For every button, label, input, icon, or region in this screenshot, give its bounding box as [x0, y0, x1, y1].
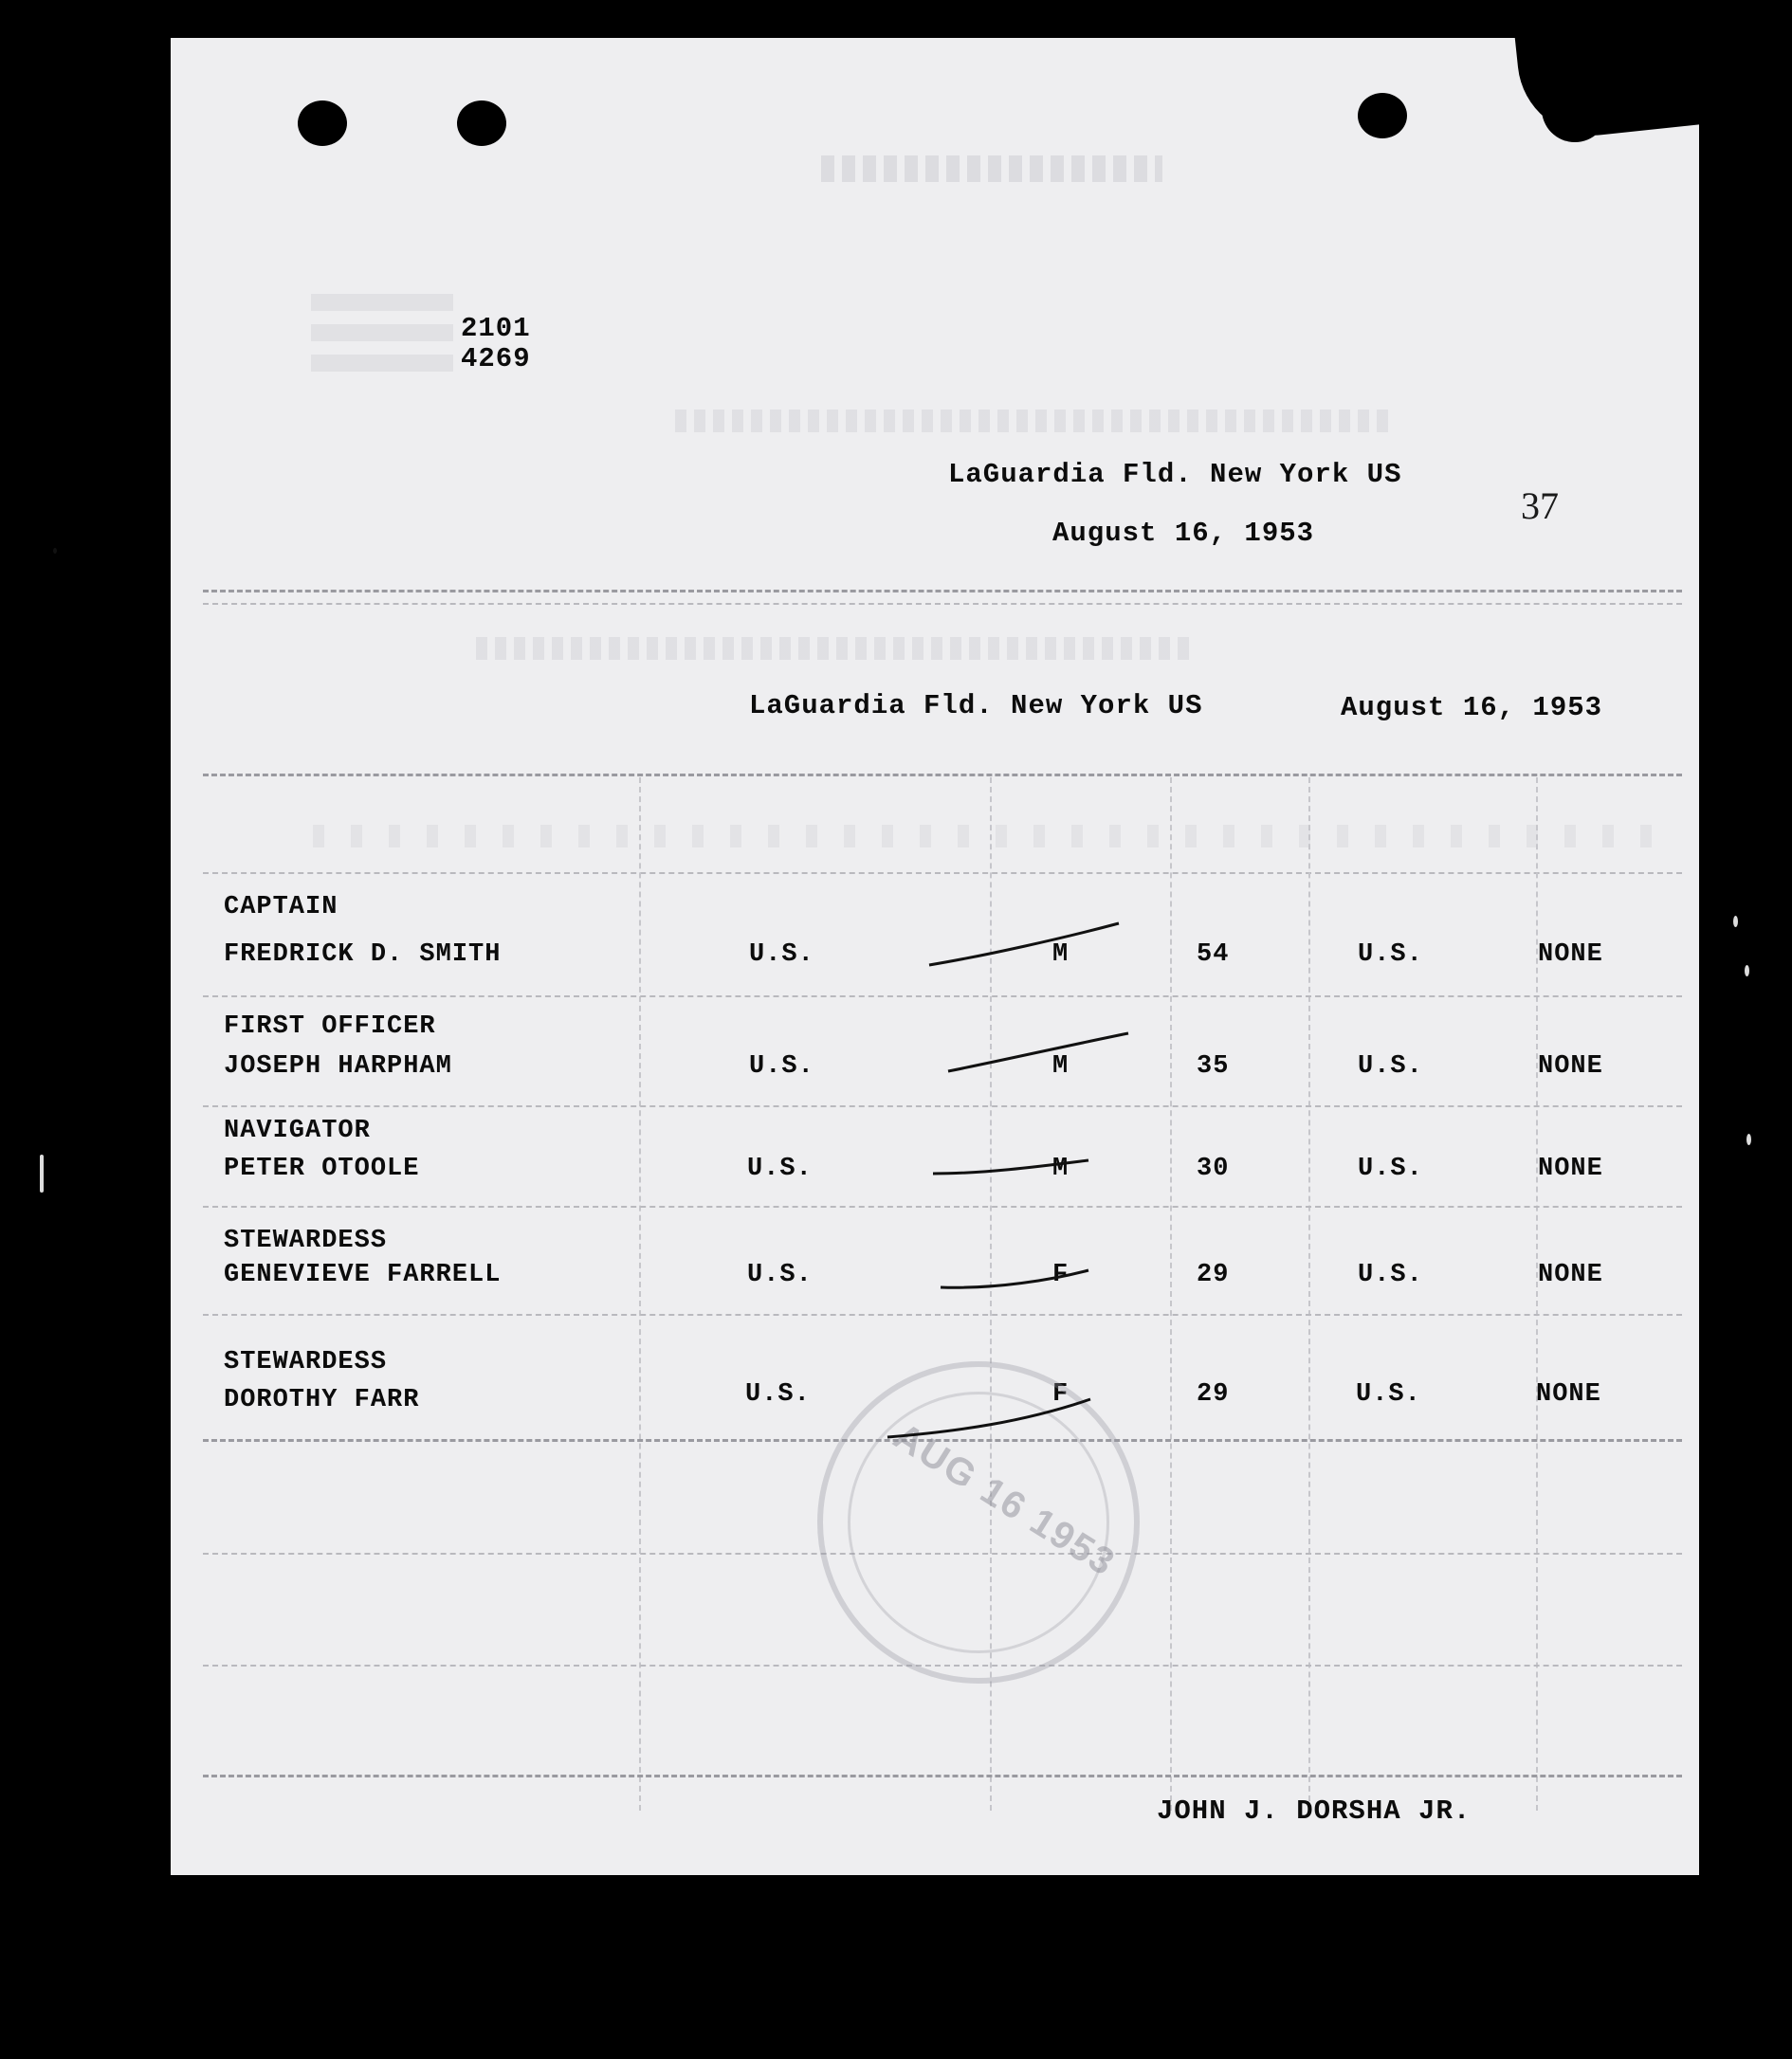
margin-speck: [1746, 1134, 1751, 1145]
crew-name: FREDRICK D. SMITH: [224, 940, 502, 969]
pen-check-marks: [171, 38, 1699, 1875]
crew-nationality: U.S.: [747, 1261, 813, 1289]
crew-position: STEWARDESS: [224, 1348, 388, 1376]
crew-remarks: NONE: [1536, 1380, 1601, 1409]
crew-position: STEWARDESS: [224, 1227, 388, 1255]
crew-remarks: NONE: [1538, 1052, 1603, 1081]
crew-remarks: NONE: [1538, 940, 1603, 969]
crew-name: JOSEPH HARPHAM: [224, 1052, 452, 1081]
crew-position: FIRST OFFICER: [224, 1012, 436, 1041]
crew-position: CAPTAIN: [224, 893, 338, 921]
margin-speck: [1745, 965, 1749, 976]
margin-speck: [40, 1155, 44, 1193]
check-stroke: [933, 1160, 1088, 1174]
check-stroke: [941, 1270, 1088, 1287]
crew-sex: M: [1052, 1052, 1070, 1081]
crew-age: 30: [1197, 1155, 1230, 1183]
crew-nationality: U.S.: [745, 1380, 811, 1409]
crew-nationality: U.S.: [747, 1155, 813, 1183]
arrival-date: August 16, 1953: [1341, 692, 1603, 723]
margin-speck: [53, 548, 57, 554]
crew-age: 29: [1197, 1380, 1230, 1409]
crew-position: NAVIGATOR: [224, 1117, 371, 1145]
document-sheet: [171, 38, 1699, 1875]
crew-birthplace: U.S.: [1358, 1261, 1423, 1289]
crew-sex: F: [1052, 1380, 1070, 1409]
crew-remarks: NONE: [1538, 1261, 1603, 1289]
crew-sex: F: [1052, 1261, 1070, 1289]
departure-date: August 16, 1953: [1052, 518, 1315, 549]
crew-birthplace: U.S.: [1358, 1155, 1423, 1183]
arrival-place: LaGuardia Fld. New York US: [749, 690, 1203, 721]
check-stroke: [948, 1033, 1128, 1071]
crew-nationality: U.S.: [749, 1052, 814, 1081]
trip-number: 2101: [461, 313, 531, 344]
crew-birthplace: U.S.: [1358, 940, 1423, 969]
margin-speck: [1733, 916, 1738, 927]
crew-name: PETER OTOOLE: [224, 1155, 420, 1183]
departure-place: LaGuardia Fld. New York US: [948, 459, 1402, 490]
crew-sex: M: [1052, 1155, 1070, 1183]
crew-age: 29: [1197, 1261, 1230, 1289]
check-stroke: [929, 923, 1119, 965]
crew-birthplace: U.S.: [1356, 1380, 1421, 1409]
crew-name: GENEVIEVE FARRELL: [224, 1261, 502, 1289]
page-number: 37: [1521, 484, 1559, 527]
crew-nationality: U.S.: [749, 940, 814, 969]
crew-name: DOROTHY FARR: [224, 1386, 420, 1414]
check-stroke: [887, 1399, 1090, 1437]
crew-remarks: NONE: [1538, 1155, 1603, 1183]
crew-age: 35: [1197, 1052, 1230, 1081]
stamp-date: AUG 16 1953: [886, 1414, 1124, 1585]
crew-age: 54: [1197, 940, 1230, 969]
signature-name: JOHN J. DORSHA JR.: [1157, 1795, 1472, 1827]
crew-sex: M: [1052, 940, 1070, 969]
ship-number: 4269: [461, 343, 531, 374]
crew-birthplace: U.S.: [1358, 1052, 1423, 1081]
